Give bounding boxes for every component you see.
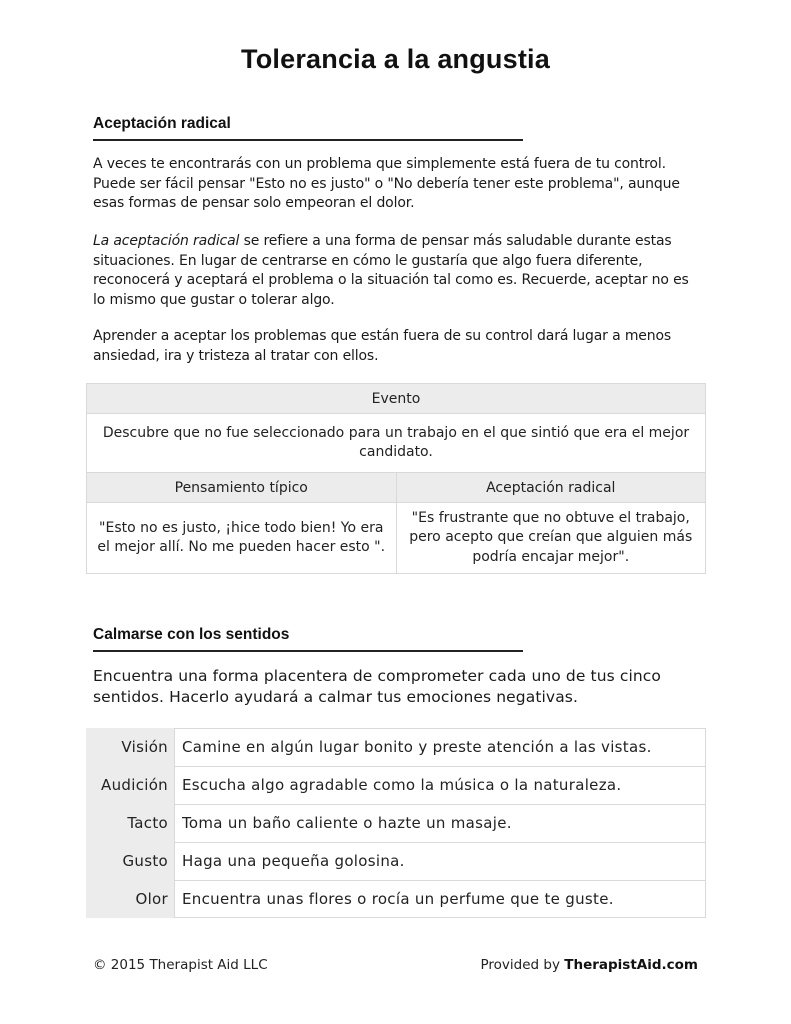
sense-description: Encuentra unas flores o rocía un perfume que te guste. xyxy=(174,880,706,918)
sense-label: Olor xyxy=(86,880,174,918)
paragraph-senses: Encuentra una forma placentera de comprometer cada uno de tus cinco sentidos. Hacerlo ayudará a calmar tus emociones negativas. xyxy=(93,667,661,706)
sense-label: Visión xyxy=(86,728,174,766)
footer-provided-prefix: Provided by xyxy=(480,957,565,973)
sense-row xyxy=(86,766,706,804)
footer-brand-link[interactable]: TherapistAid.com xyxy=(564,957,698,973)
example-table xyxy=(86,383,706,574)
event-header: Evento xyxy=(87,384,706,414)
sense-row xyxy=(86,728,706,766)
columns-header-row xyxy=(87,473,706,503)
emphasis-term: La aceptación radical xyxy=(93,233,240,249)
sense-description: Escucha algo agradable como la música o la naturaleza. xyxy=(174,766,706,804)
senses-table xyxy=(86,728,706,918)
page-title: Tolerancia a la angustia xyxy=(241,44,550,74)
section-heading-radical-acceptance: Aceptación radical xyxy=(93,115,523,141)
sense-row xyxy=(86,842,706,880)
footer-provided-by xyxy=(481,957,698,973)
sense-row xyxy=(86,804,706,842)
sense-description: Haga una pequeña golosina. xyxy=(174,842,706,880)
typical-thought-text: "Esto no es justo, ¡hice todo bien! Yo era el mejor allí. No me pueden hacer esto ". xyxy=(87,503,397,574)
sense-row xyxy=(86,880,706,918)
event-header-row xyxy=(87,384,706,414)
event-text: Descubre que no fue seleccionado para un trabajo en el que sintió que era el mejor candidato. xyxy=(87,414,706,473)
paragraph-intro: A veces te encontrarás con un problema que simplemente está fuera de tu control. Puede ser fácil pensar "Esto no es justo" o "No debería tener este problema", aunque esas formas de pensar solo empeoran el dolor. xyxy=(93,156,680,211)
paragraph-definition xyxy=(93,232,703,310)
radical-acceptance-header: Aceptación radical xyxy=(396,473,706,503)
radical-acceptance-text: "Es frustrante que no obtuve el trabajo, pero acepto que creían que alguien más podría encajar mejor". xyxy=(396,503,706,574)
sense-label: Audición xyxy=(86,766,174,804)
example-row xyxy=(87,503,706,574)
paragraph-definition-text: se refiere a una forma de pensar más saludable durante estas situaciones. En lugar de centrarse en cómo le gustaría que algo fuera diferente, reconocerá y aceptará el problema o la situación tal como es. Recuerde, aceptar no es lo mismo que gustar o tolerar algo. xyxy=(93,233,689,308)
paragraph-benefit: Aprender a aceptar los problemas que están fuera de su control dará lugar a menos ansiedad, ira y tristeza al tratar con ellos. xyxy=(93,328,672,364)
section-heading-senses: Calmarse con los sentidos xyxy=(93,626,523,652)
event-row xyxy=(87,414,706,473)
sense-description: Toma un baño caliente o hazte un masaje. xyxy=(174,804,706,842)
sense-label: Tacto xyxy=(86,804,174,842)
typical-thought-header: Pensamiento típico xyxy=(87,473,397,503)
sense-label: Gusto xyxy=(86,842,174,880)
footer-copyright: © 2015 Therapist Aid LLC xyxy=(93,957,268,973)
sense-description: Camine en algún lugar bonito y preste atención a las vistas. xyxy=(174,728,706,766)
